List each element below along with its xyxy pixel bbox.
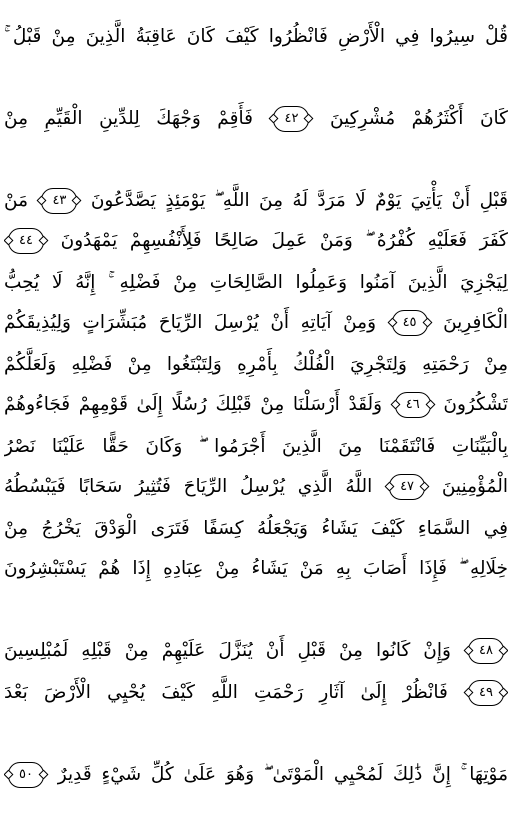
- ayah-number-marker: ٥٠: [8, 762, 44, 788]
- text-line: [4, 426, 508, 468]
- verse-text: مَنْ: [4, 190, 28, 211]
- verse-text: مِنْ رَحْمَتِهِ وَلِتَجْرِيَ الْفُلْكُ بِأَمْرِهِ وَلِتَبْتَغُوا مِنْ فَضْلِهِ وَلَعَلَّكُمْ: [4, 354, 508, 375]
- text-line: [4, 302, 508, 344]
- verse-text: لِيَجْزِيَ الَّذِينَ آمَنُوا وَعَمِلُوا الصَّالِحَاتِ مِنْ فَضْلِهِ ۚ إِنَّهُ لَا يُحِبُّ: [4, 272, 508, 293]
- verse-text: اللَّهُ الَّذِي يُرْسِلُ الرِّيَاحَ فَتُثِيرُ سَحَابًا فَيَبْسُطُهُ: [4, 476, 373, 497]
- ayah-number-marker: ٤٤: [8, 228, 44, 254]
- verse-text: كَفَرَ فَعَلَيْهِ كُفْرُهُ ۖ وَمَنْ عَمِلَ صَالِحًا فَلِأَنْفُسِهِمْ يَمْهَدُونَ: [60, 230, 508, 251]
- verse-text: قُلْ سِيرُوا فِي الْأَرْضِ فَانْظُرُوا كَيْفَ كَانَ عَاقِبَةُ الَّذِينَ مِنْ قَبْلُ ۚ: [4, 26, 508, 47]
- ayah-number-marker: ٤٧: [389, 474, 425, 500]
- text-line: [4, 16, 508, 58]
- text-line: [4, 630, 508, 672]
- verse-text: بِالْبَيِّنَاتِ فَانْتَقَمْنَا مِنَ الَّذِينَ أَجْرَمُوا ۖ وَكَانَ حَقًّا عَلَيْنَا نَصْرُ: [4, 436, 508, 457]
- verse-text: وَإِنْ كَانُوا مِنْ قَبْلِ أَنْ يُنَزَّلَ عَلَيْهِمْ مِنْ قَبْلِهِ لَمُبْلِسِينَ: [4, 640, 451, 661]
- text-line: [4, 384, 508, 426]
- ayah-number-marker: ٤٨: [468, 638, 504, 664]
- text-line: [4, 180, 508, 222]
- verse-text: فَانْظُرْ إِلَىٰ آثَارِ رَحْمَتِ اللَّهِ كَيْفَ يُحْيِي الْأَرْضَ بَعْدَ: [4, 682, 448, 703]
- ayah-number-marker: ٤٦: [395, 392, 431, 418]
- text-line: [4, 508, 508, 550]
- text-line: [4, 548, 508, 590]
- text-line: [4, 754, 508, 796]
- verse-text: وَلَقَدْ أَرْسَلْنَا مِنْ قَبْلِكَ رُسُلًا إِلَىٰ قَوْمِهِمْ فَجَاءُوهُمْ: [4, 394, 383, 415]
- verse-text: فِي السَّمَاءِ كَيْفَ يَشَاءُ وَيَجْعَلُهُ كِسَفًا فَتَرَى الْوَدْقَ يَخْرُجُ مِنْ: [4, 518, 508, 539]
- verse-text: كَانَ أَكْثَرُهُمْ مُشْرِكِينَ: [330, 108, 508, 129]
- ayah-number-marker: ٤٥: [392, 310, 428, 336]
- text-line: [4, 466, 508, 508]
- verse-text: قَبْلِ أَنْ يَأْتِيَ يَوْمٌ لَا مَرَدَّ لَهُ مِنَ اللَّهِ ۖ يَوْمَئِذٍ يَصَّدَّعُونَ: [90, 190, 508, 211]
- ayah-number-marker: ٤٣: [41, 188, 77, 214]
- verse-text: وَمِنْ آيَاتِهِ أَنْ يُرْسِلَ الرِّيَاحَ مُبَشِّرَاتٍ وَلِيُذِيقَكُمْ: [4, 312, 377, 333]
- ayah-number-marker: ٤٩: [468, 680, 504, 706]
- text-line: [4, 672, 508, 714]
- text-line: [4, 344, 508, 386]
- verse-text: الْمُؤْمِنِينَ: [441, 476, 508, 497]
- verse-text: فَأَقِمْ وَجْهَكَ لِلدِّينِ الْقَيِّمِ مِنْ: [4, 108, 253, 129]
- text-line: [4, 220, 508, 262]
- verse-text: مَوْتِهَا ۚ إِنَّ ذَٰلِكَ لَمُحْيِي الْمَوْتَىٰ ۖ وَهُوَ عَلَىٰ كُلِّ شَيْءٍ قَدِيرٌ: [57, 764, 508, 785]
- text-line: [4, 262, 508, 304]
- verse-text: تَشْكُرُونَ: [443, 394, 508, 415]
- verse-text: خِلَالِهِ ۖ فَإِذَا أَصَابَ بِهِ مَنْ يَشَاءُ مِنْ عِبَادِهِ إِذَا هُمْ يَسْتَبْشِرُونَ: [4, 558, 508, 579]
- ayah-number-marker: ٤٢: [273, 106, 309, 132]
- text-line: [4, 98, 508, 140]
- verse-text: الْكَافِرِينَ: [443, 312, 508, 333]
